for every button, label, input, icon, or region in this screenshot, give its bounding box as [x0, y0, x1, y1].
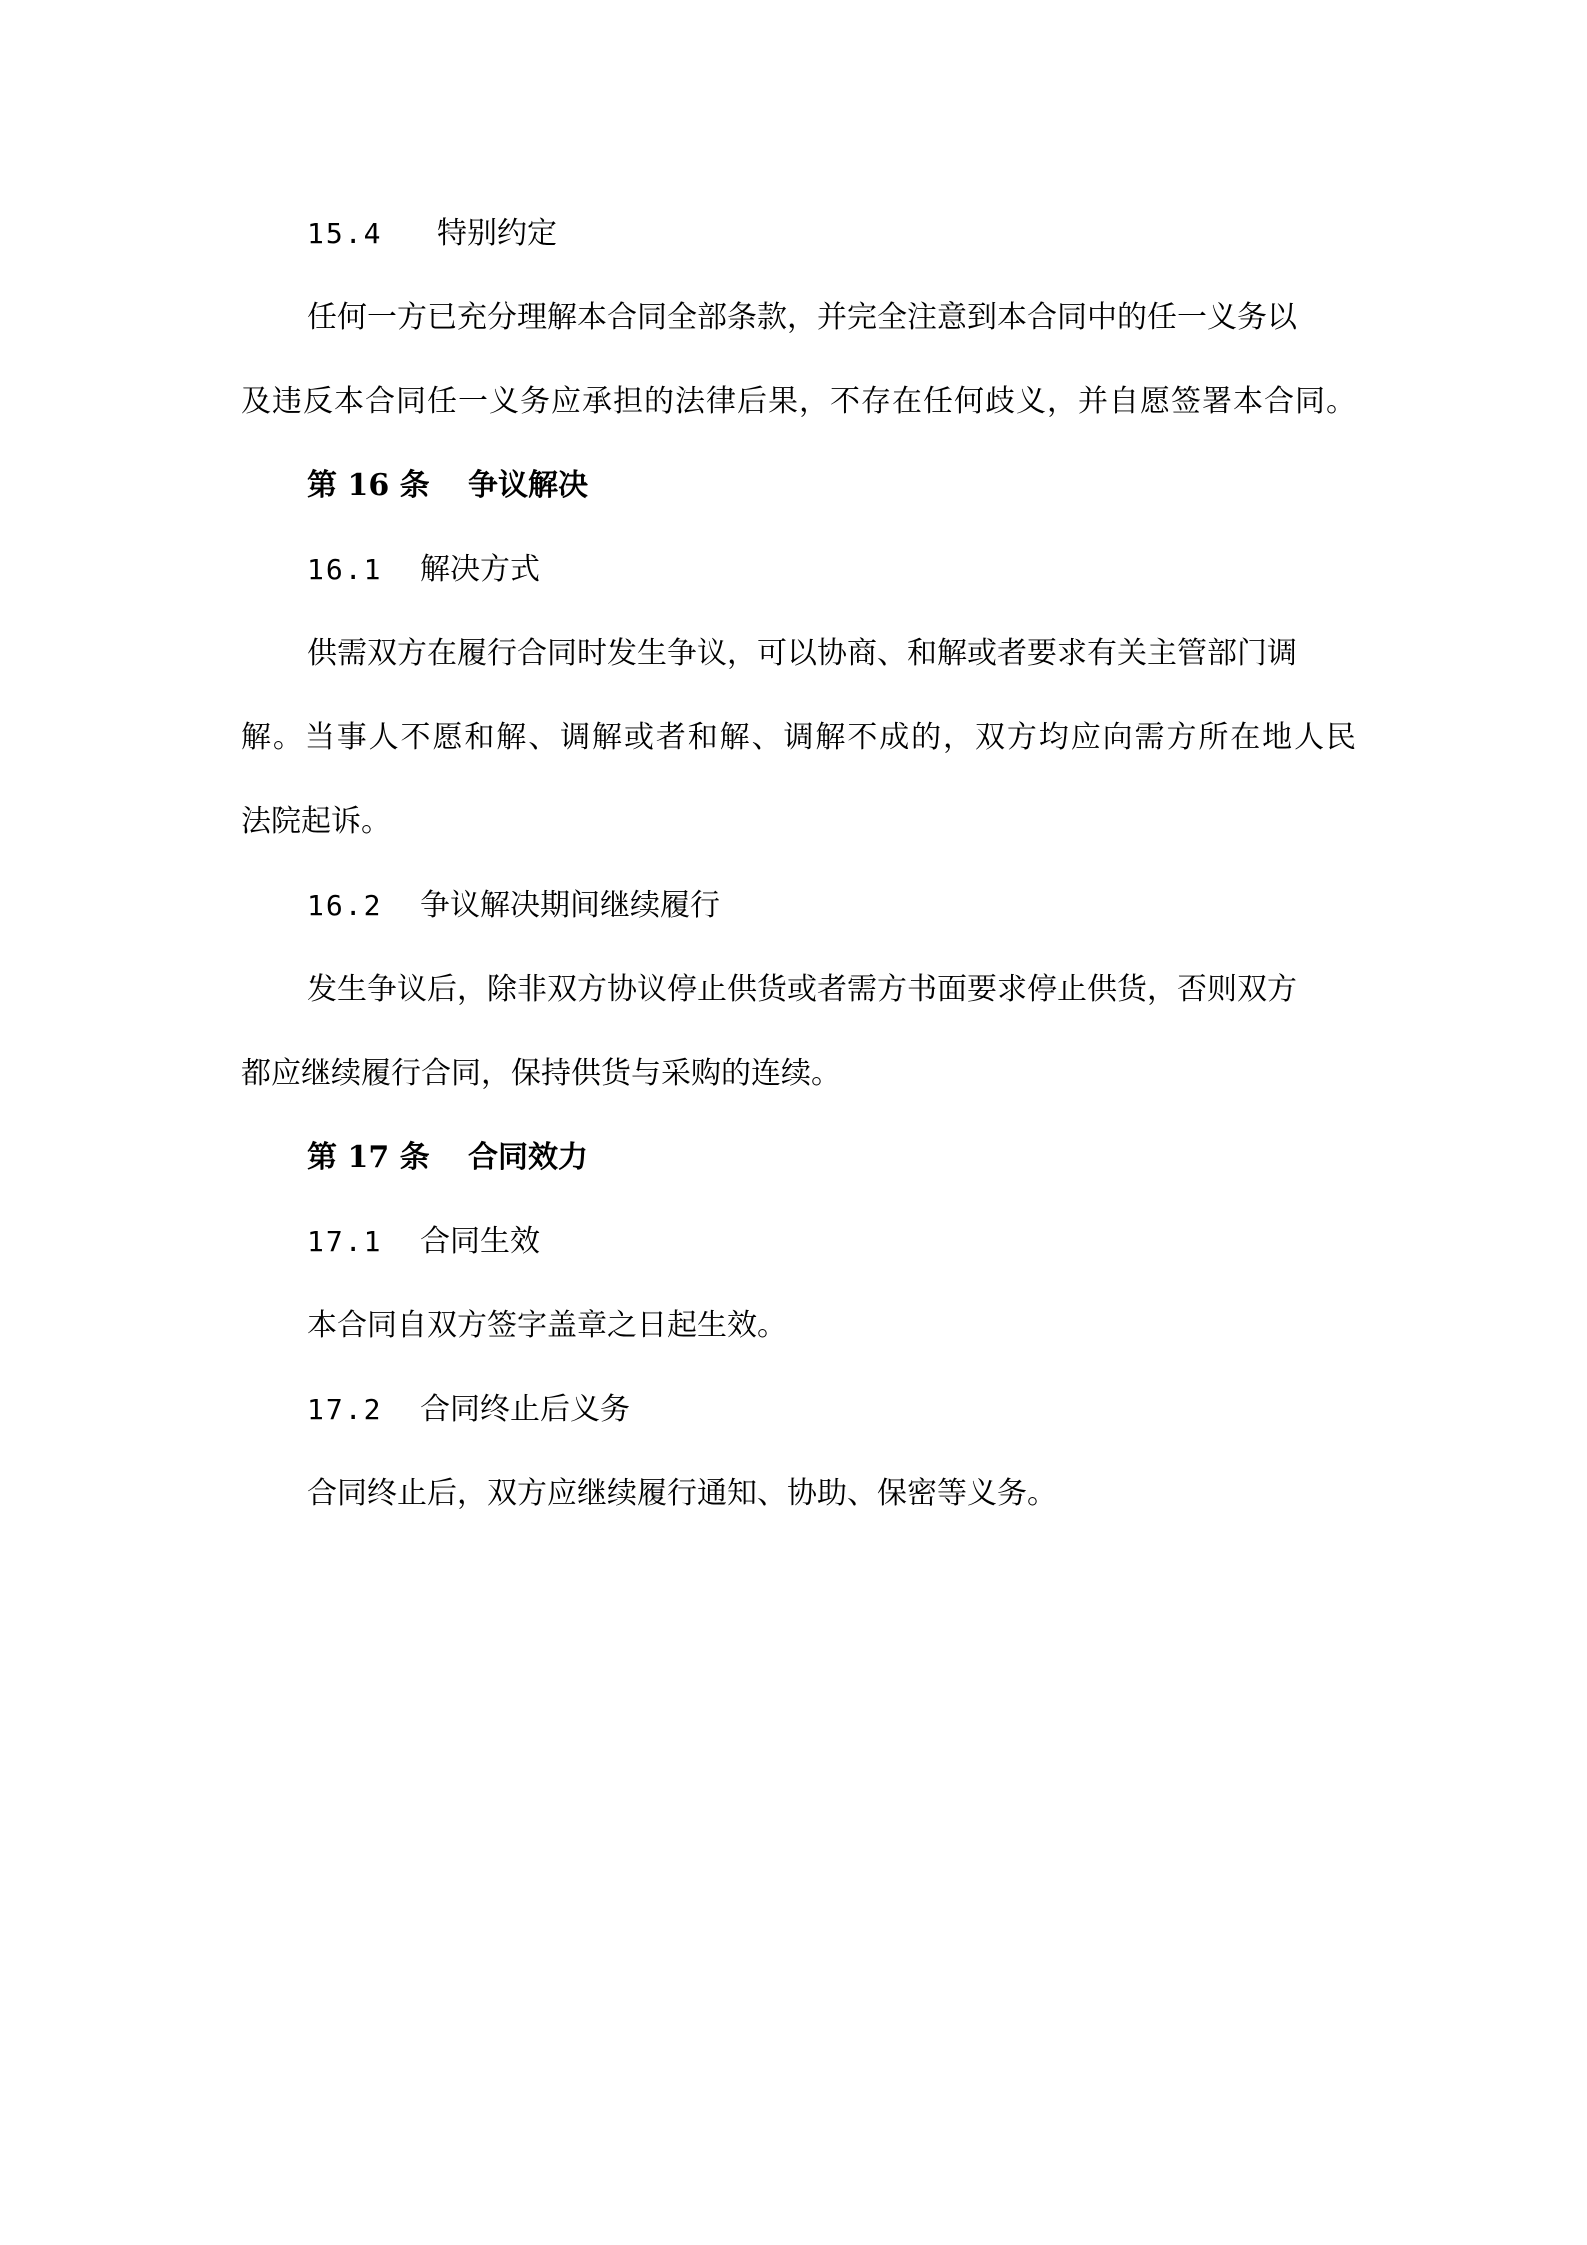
section-number: 17.2 — [307, 1393, 383, 1426]
article-label: 第 16 条 — [307, 468, 430, 503]
section-title: 合同终止后义务 — [420, 1392, 630, 1427]
paragraph-line: 解。当事人不愿和解、调解或者和解、调解不成的，双方均应向需方所在地人民 — [241, 720, 1356, 755]
section-title: 特别约定 — [437, 216, 557, 251]
paragraph-line: 合同终止后，双方应继续履行通知、协助、保密等义务。 — [307, 1476, 1057, 1511]
paragraph-line: 都应继续履行合同，保持供货与采购的连续。 — [241, 1056, 841, 1091]
section-number: 15.4 — [307, 217, 383, 250]
paragraph-line: 供需双方在履行合同时发生争议，可以协商、和解或者要求有关主管部门调 — [307, 636, 1297, 671]
section-number: 16.2 — [307, 889, 383, 922]
article-title: 合同效力 — [468, 1140, 588, 1175]
article-title: 争议解决 — [468, 468, 588, 503]
paragraph-line: 及违反本合同任一义务应承担的法律后果，不存在任何歧义，并自愿签署本合同。 — [241, 384, 1356, 419]
paragraph-line: 任何一方已充分理解本合同全部条款，并完全注意到本合同中的任一义务以 — [307, 300, 1297, 335]
article-label: 第 17 条 — [307, 1140, 430, 1175]
paragraph-line: 本合同自双方签字盖章之日起生效。 — [307, 1308, 787, 1343]
section-title: 合同生效 — [420, 1224, 540, 1259]
paragraph-line: 法院起诉。 — [241, 804, 391, 839]
paragraph-line: 发生争议后，除非双方协议停止供货或者需方书面要求停止供货，否则双方 — [307, 972, 1297, 1007]
section-title: 解决方式 — [420, 552, 540, 587]
section-title: 争议解决期间继续履行 — [420, 888, 720, 923]
section-number: 16.1 — [307, 553, 383, 586]
section-number: 17.1 — [307, 1225, 383, 1258]
